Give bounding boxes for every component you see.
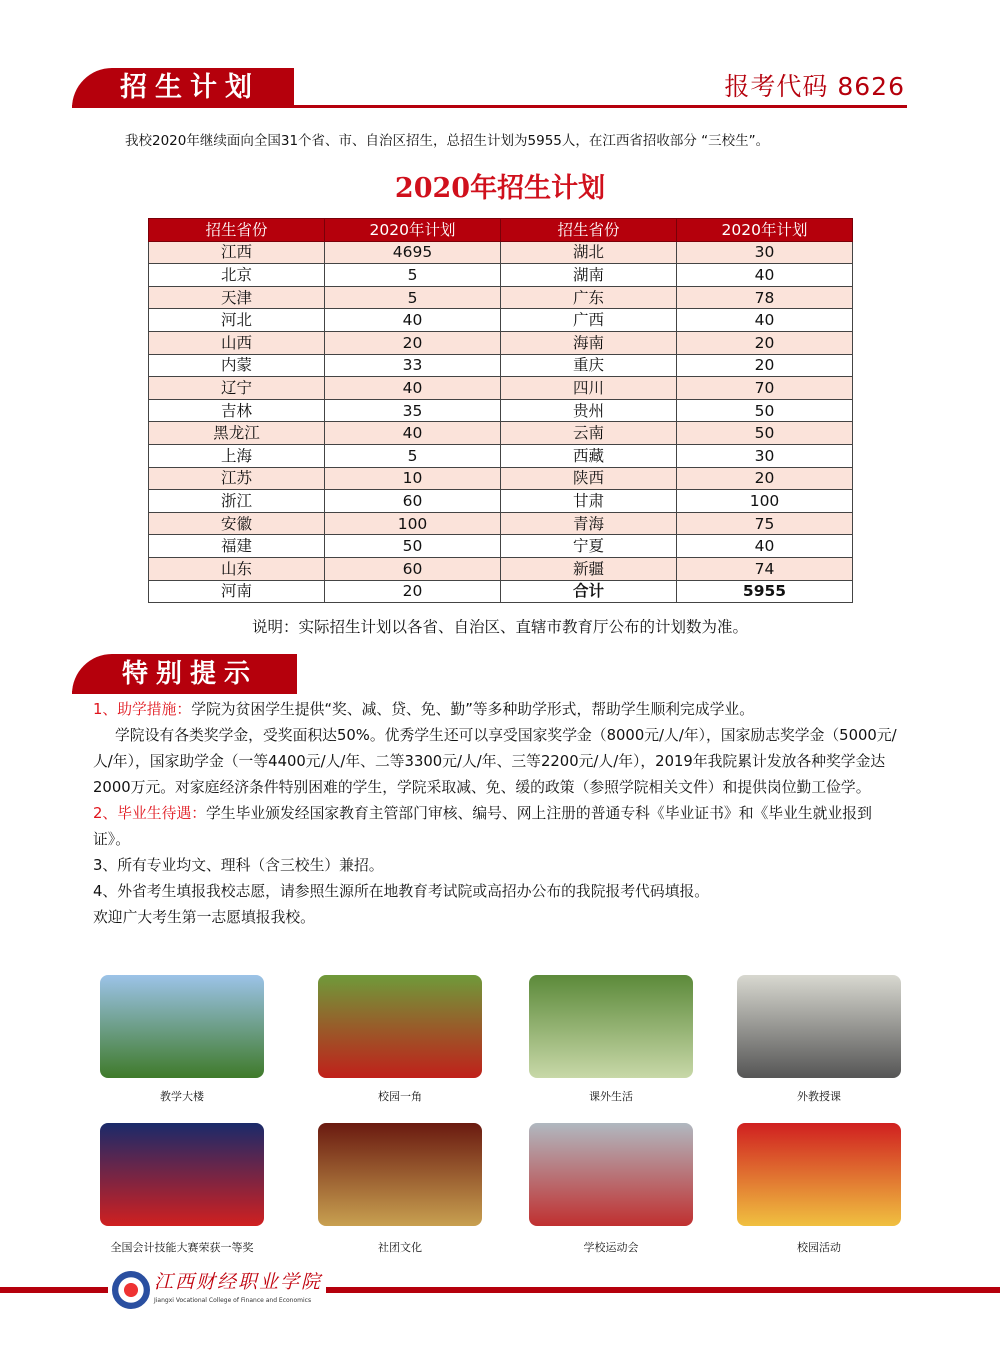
table-row [149, 399, 853, 422]
plan-count-cell: 50 [677, 399, 853, 422]
header-rule [72, 105, 907, 108]
plan-count-cell: 5 [325, 286, 501, 309]
column-header: 2020年计划 [325, 219, 501, 242]
enrollment-table [148, 218, 853, 603]
campus-photo [737, 975, 901, 1078]
plan-count-cell: 40 [325, 422, 501, 445]
section-header-enrollment-plan: 招生计划 [72, 68, 294, 108]
plan-count-cell: 50 [325, 535, 501, 558]
table-row [149, 377, 853, 400]
table-row [149, 354, 853, 377]
photo-caption: 外教授课 [797, 1090, 841, 1103]
table-row [149, 264, 853, 287]
province-cell: 河南 [149, 580, 325, 603]
college-logo-icon [112, 1271, 150, 1309]
tip-1-label: 1、助学措施： [93, 701, 192, 718]
province-cell: 上海 [149, 444, 325, 467]
province-cell: 福建 [149, 535, 325, 558]
campus-photo [100, 1123, 264, 1226]
table-row [149, 309, 853, 332]
column-header: 招生省份 [149, 219, 325, 242]
plan-count-cell: 5 [325, 264, 501, 287]
tips-body [93, 697, 908, 931]
province-cell: 广东 [501, 286, 677, 309]
province-cell: 北京 [149, 264, 325, 287]
province-cell: 海南 [501, 331, 677, 354]
table-row [149, 580, 853, 603]
province-cell: 四川 [501, 377, 677, 400]
table-row [149, 286, 853, 309]
tip-2-text: 学生毕业颁发经国家教育主管部门审核、编号、网上注册的普通专科《毕业证书》和《毕业生就业报到证》。 [93, 805, 872, 848]
campus-photo [529, 975, 693, 1078]
college-name-cn: 江西财经职业学院 [154, 1271, 323, 1293]
tip-4: 4、外省考生填报我校志愿，请参照生源所在地教育考试院或高招办公布的我院报考代码填报。 [93, 883, 710, 900]
plan-count-cell: 100 [677, 490, 853, 513]
province-cell: 甘肃 [501, 490, 677, 513]
plan-count-cell: 20 [677, 354, 853, 377]
province-cell: 湖北 [501, 241, 677, 264]
tip-2 [93, 801, 908, 853]
province-cell: 吉林 [149, 399, 325, 422]
photo-caption: 社团文化 [378, 1241, 422, 1254]
table-row [149, 557, 853, 580]
tip-3: 3、所有专业均文、理科（含三校生）兼招。 [93, 857, 384, 874]
province-cell: 陕西 [501, 467, 677, 490]
plan-count-cell: 30 [677, 444, 853, 467]
plan-count-cell: 40 [677, 535, 853, 558]
province-cell: 合计 [501, 580, 677, 603]
photo-caption: 全国会计技能大赛荣获一等奖 [110, 1241, 254, 1254]
campus-photo [737, 1123, 901, 1226]
province-cell: 河北 [149, 309, 325, 332]
campus-photo [318, 975, 482, 1078]
tip-5: 欢迎广大考生第一志愿填报我校。 [93, 909, 315, 926]
table-title: 2020年招生计划 [394, 173, 606, 204]
photo-caption: 校园活动 [797, 1241, 841, 1254]
table-note: 说明：实际招生计划以各省、自治区、直辖市教育厅公布的计划数为准。 [251, 618, 748, 636]
campus-photo [318, 1123, 482, 1226]
plan-count-cell: 60 [325, 557, 501, 580]
province-cell: 山东 [149, 557, 325, 580]
campus-photo [529, 1123, 693, 1226]
province-cell: 黑龙江 [149, 422, 325, 445]
plan-count-cell: 40 [325, 309, 501, 332]
photo-caption: 学校运动会 [583, 1241, 639, 1254]
plan-count-cell: 20 [325, 331, 501, 354]
plan-count-cell: 5955 [677, 580, 853, 603]
plan-count-cell: 60 [325, 490, 501, 513]
table-row [149, 444, 853, 467]
table-row [149, 467, 853, 490]
plan-count-cell: 5 [325, 444, 501, 467]
footer-rule-left [0, 1287, 108, 1293]
plan-count-cell: 70 [677, 377, 853, 400]
table-row [149, 535, 853, 558]
plan-count-cell: 20 [325, 580, 501, 603]
plan-count-cell: 50 [677, 422, 853, 445]
province-cell: 辽宁 [149, 377, 325, 400]
photo-caption: 校园一角 [378, 1090, 422, 1103]
province-cell: 西藏 [501, 444, 677, 467]
tip-1-detail: 学院设有各类奖学金，受奖面积达50%。优秀学生还可以享受国家奖学金（8000元/人/年），国家励志奖学金（5000元/人/年），国家助学金（一等4400元/人/年、二等3300元/人/年、三等2200元/人/年），2019年我院累计发放各种奖学金达2000万元。对家庭经济条件特别困难的学生，学院采取减、免、缓的政策（参照学院相关文件）和提供岗位勤工俭学。 [93, 727, 897, 796]
footer-rule-right [326, 1287, 1000, 1293]
province-cell: 广西 [501, 309, 677, 332]
tip-1 [93, 697, 908, 723]
plan-count-cell: 20 [677, 331, 853, 354]
province-cell: 新疆 [501, 557, 677, 580]
table-row [149, 331, 853, 354]
column-header: 招生省份 [501, 219, 677, 242]
college-name-en: Jiangxi Vocational College of Finance and Economics [154, 1297, 312, 1304]
plan-count-cell: 74 [677, 557, 853, 580]
table-row [149, 422, 853, 445]
plan-count-cell: 20 [677, 467, 853, 490]
province-cell: 重庆 [501, 354, 677, 377]
plan-count-cell: 78 [677, 286, 853, 309]
province-cell: 江西 [149, 241, 325, 264]
plan-count-cell: 100 [325, 512, 501, 535]
province-cell: 山西 [149, 331, 325, 354]
plan-count-cell: 35 [325, 399, 501, 422]
plan-count-cell: 10 [325, 467, 501, 490]
plan-count-cell: 75 [677, 512, 853, 535]
exam-code: 报考代码 8626 [724, 72, 905, 101]
province-cell: 浙江 [149, 490, 325, 513]
plan-count-cell: 4695 [325, 241, 501, 264]
province-cell: 云南 [501, 422, 677, 445]
province-cell: 青海 [501, 512, 677, 535]
campus-photo [100, 975, 264, 1078]
plan-count-cell: 40 [677, 309, 853, 332]
table-row [149, 490, 853, 513]
photo-caption: 课外生活 [589, 1090, 633, 1103]
tip-1-text: 学院为贫困学生提供“奖、减、贷、免、勤”等多种助学形式，帮助学生顺利完成学业。 [191, 701, 755, 718]
plan-count-cell: 33 [325, 354, 501, 377]
table-header-row [149, 219, 853, 242]
plan-count-cell: 40 [677, 264, 853, 287]
province-cell: 江苏 [149, 467, 325, 490]
section-header-special-tips: 特别提示 [72, 654, 297, 694]
province-cell: 湖南 [501, 264, 677, 287]
plan-count-cell: 40 [325, 377, 501, 400]
province-cell: 天津 [149, 286, 325, 309]
column-header: 2020年计划 [677, 219, 853, 242]
photo-caption: 教学大楼 [160, 1090, 204, 1103]
province-cell: 贵州 [501, 399, 677, 422]
table-row [149, 512, 853, 535]
tip-2-label: 2、毕业生待遇： [93, 805, 206, 822]
province-cell: 内蒙 [149, 354, 325, 377]
province-cell: 安徽 [149, 512, 325, 535]
intro-text: 我校2020年继续面向全国31个省、市、自治区招生，总招生计划为5955人，在江西省招收部分 “三校生”。 [125, 133, 770, 149]
table-row [149, 241, 853, 264]
plan-count-cell: 30 [677, 241, 853, 264]
tips-rule [72, 691, 297, 694]
province-cell: 宁夏 [501, 535, 677, 558]
